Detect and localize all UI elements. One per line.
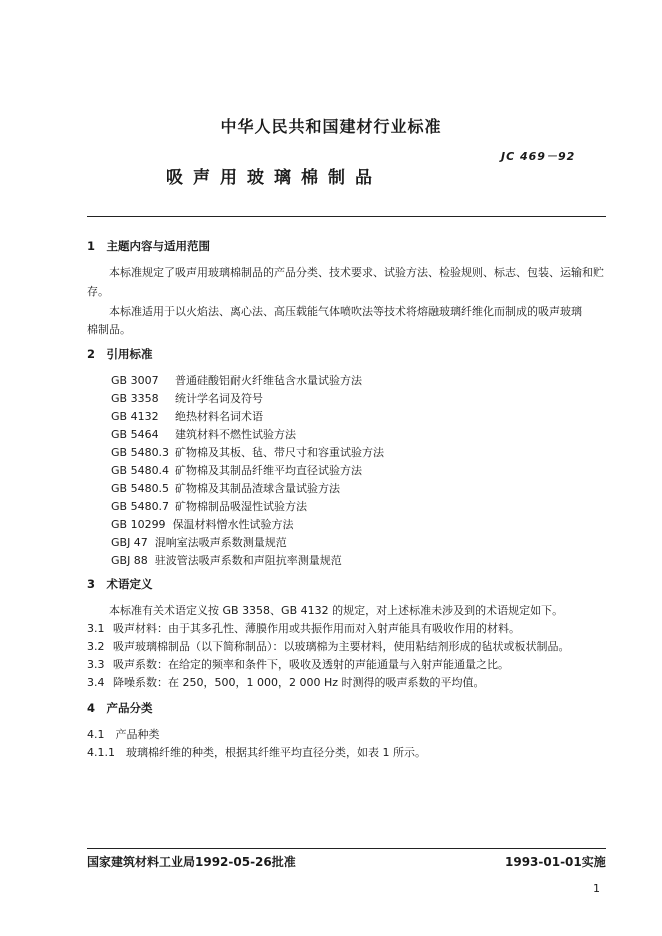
reference-item	[111, 408, 263, 424]
reference-title: 矿物棉制品吸湿性试验方法	[175, 500, 307, 513]
term-text: 吸声系数：在给定的频率和条件下，吸收及透射的声能通量与入射声能通量之比。	[113, 658, 509, 671]
term-item	[87, 638, 570, 654]
reference-code: GB 10299	[111, 518, 166, 531]
term-text: 降噪系数：在 250，500，1 000，2 000 Hz 时测得的吸声系数的平均值。	[113, 676, 485, 689]
reference-item	[111, 480, 340, 496]
reference-item	[111, 552, 342, 568]
reference-title: 普通硅酸铝耐火纤维毡含水量试验方法	[175, 374, 362, 387]
section-1-paragraph-1-line-1: 本标准规定了吸声用玻璃棉制品的产品分类、技术要求、试验方法、检验规则、标志、包装、运输和贮	[109, 266, 604, 279]
term-number: 3.1	[87, 622, 105, 635]
footer-divider	[87, 848, 606, 849]
section-1-paragraph-2-line-1: 本标准适用于以火焰法、离心法、高压载能气体喷吹法等技术将熔融玻璃纤维化而制成的吸声玻璃	[109, 305, 582, 318]
reference-code: GB 5464	[111, 428, 159, 441]
reference-item	[111, 462, 362, 478]
reference-title: 矿物棉及其板、毡、带尺寸和容重试验方法	[175, 446, 384, 459]
reference-title: 统计学名词及符号	[175, 392, 263, 405]
reference-title: 矿物棉及其制品纤维平均直径试验方法	[175, 464, 362, 477]
term-number: 3.3	[87, 658, 105, 671]
reference-item	[111, 390, 263, 406]
reference-item	[111, 498, 307, 514]
reference-code: GB 5480.5	[111, 482, 170, 495]
reference-title: 混响室法吸声系数测量规范	[154, 536, 287, 549]
reference-item	[111, 534, 287, 550]
reference-code: GBJ 88	[111, 554, 148, 567]
issuer-title: 中华人民共和国建材行业标准	[220, 117, 442, 136]
page-number: 1	[593, 882, 600, 895]
reference-code: GB 5480.4	[111, 464, 170, 477]
section-4-heading: 4 产品分类	[87, 701, 153, 715]
reference-code: GB 4132	[111, 410, 159, 423]
section-1-paragraph-2-line-2: 棉制品。	[87, 323, 131, 336]
effective-date: 1993-01-01实施	[505, 855, 606, 869]
section-4-1-heading: 4.1 产品种类	[87, 728, 160, 741]
reference-item	[111, 444, 384, 460]
document-title: 吸声用玻璃棉制品	[166, 168, 382, 188]
term-text: 吸声玻璃棉制品（以下简称制品）：以玻璃棉为主要材料，使用粘结剂形成的毡状或板状制品。	[113, 640, 570, 653]
reference-title: 矿物棉及其制品渣球含量试验方法	[175, 482, 340, 495]
reference-code: GB 5480.7	[111, 500, 170, 513]
reference-title: 绝热材料名词术语	[175, 410, 263, 423]
standard-code: JC 469－92	[501, 150, 576, 163]
term-number: 3.4	[87, 676, 105, 689]
term-item	[87, 674, 485, 690]
section-1-heading: 1 主题内容与适用范围	[87, 239, 211, 253]
approval-line: 国家建筑材料工业局1992-05-26批准	[87, 855, 296, 869]
reference-item	[111, 426, 296, 442]
section-4-1-1-text: 4.1.1 玻璃棉纤维的种类，根据其纤维平均直径分类，如表 1 所示。	[87, 746, 426, 759]
term-item	[87, 620, 520, 636]
term-text: 吸声材料：由于其多孔性、薄膜作用或共振作用而对入射声能具有吸收作用的材料。	[113, 622, 520, 635]
reference-item	[111, 372, 362, 388]
reference-title: 保温材料憎水性试验方法	[172, 518, 294, 531]
section-3-intro: 本标准有关术语定义按 GB 3358、GB 4132 的规定，对上述标准未涉及到的术语规定如下。	[109, 604, 564, 617]
reference-item	[111, 516, 294, 532]
reference-code: GB 5480.3	[111, 446, 170, 459]
reference-title: 建筑材料不燃性试验方法	[175, 428, 296, 441]
reference-code: GB 3007	[111, 374, 159, 387]
term-item	[87, 656, 509, 672]
term-number: 3.2	[87, 640, 105, 653]
reference-code: GB 3358	[111, 392, 159, 405]
section-3-heading: 3 术语定义	[87, 577, 153, 591]
reference-code: GBJ 47	[111, 536, 148, 549]
header-divider	[87, 216, 606, 217]
section-1-paragraph-1-line-2: 存。	[87, 285, 109, 298]
reference-title: 驻波管法吸声系数和声阻抗率测量规范	[154, 554, 342, 567]
section-2-heading: 2 引用标准	[87, 347, 153, 361]
